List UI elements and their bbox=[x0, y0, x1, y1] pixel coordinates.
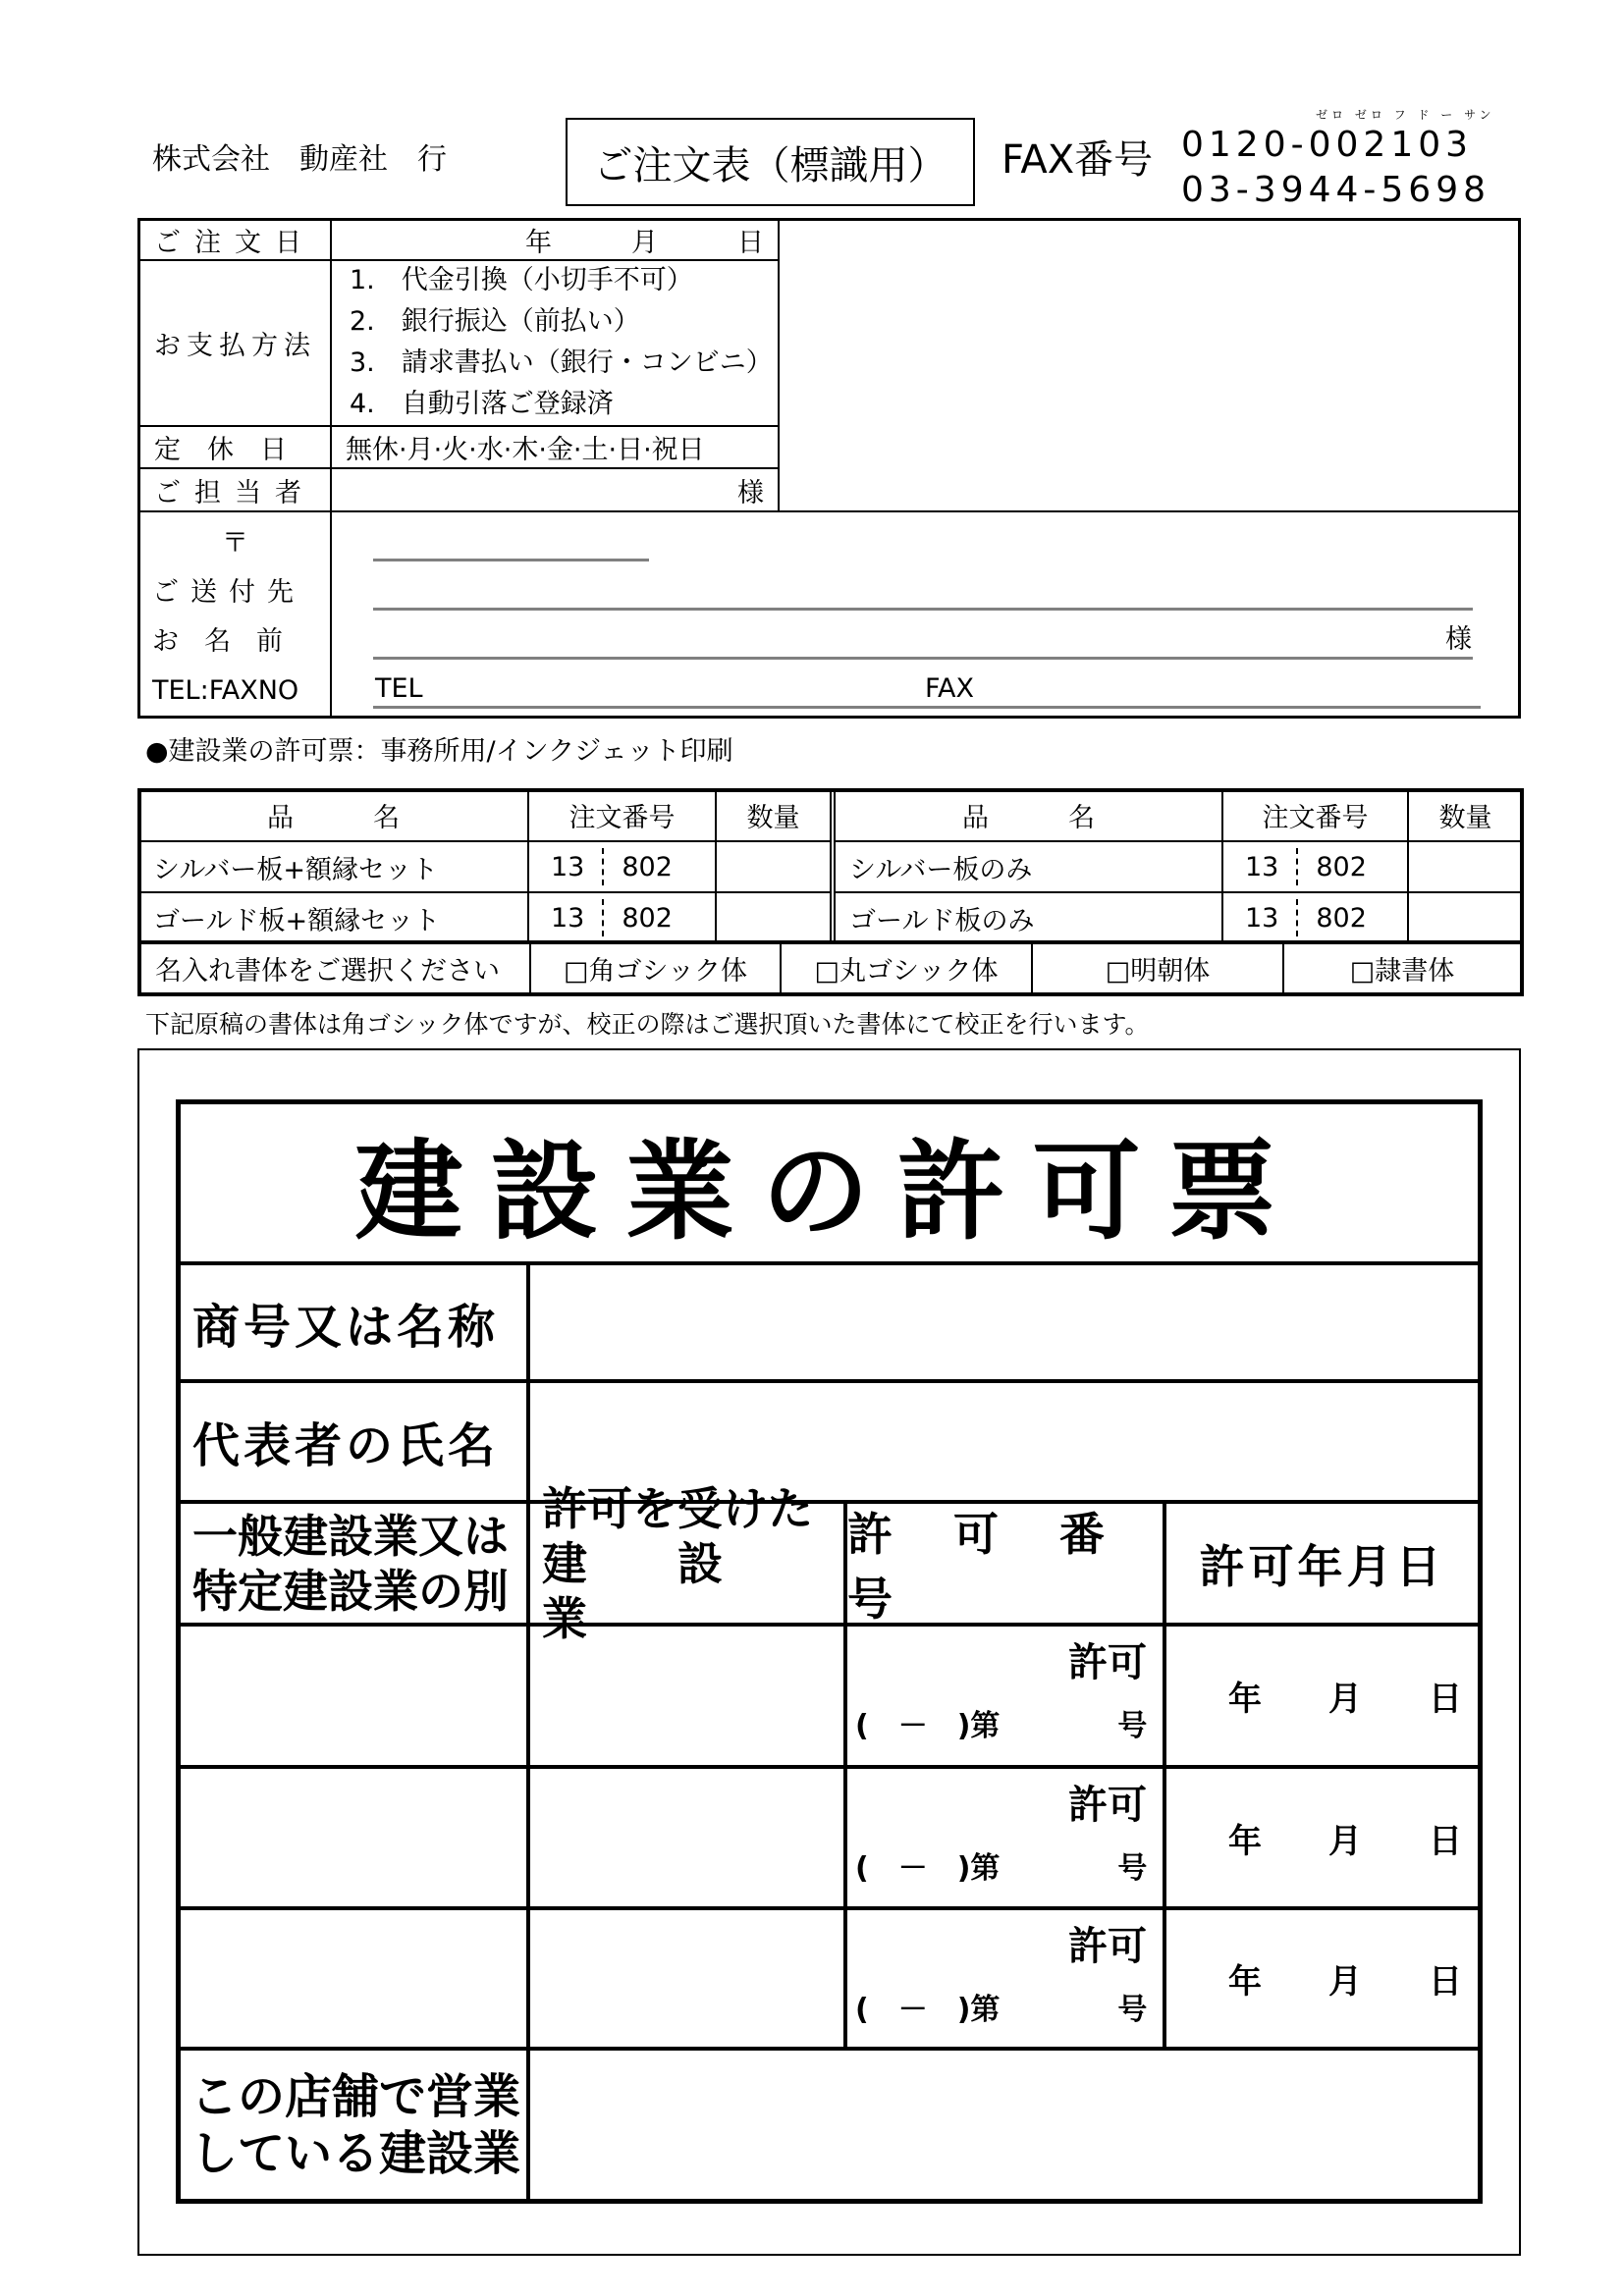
addressee: 株式会社 動産社 行 bbox=[152, 142, 447, 177]
header-line: 建 設 業 bbox=[542, 1536, 813, 1645]
licensed-business-field[interactable] bbox=[527, 1766, 846, 1909]
payment-label: お支払方法 bbox=[137, 259, 332, 427]
trade-name-label: 商号又は名称 bbox=[176, 1262, 529, 1382]
payment-option[interactable]: 1. 代金引換（小切手不可） bbox=[350, 265, 693, 295]
fax-number: 03-3944-5698 bbox=[1181, 170, 1491, 210]
license-type-header bbox=[176, 1501, 529, 1626]
shipping-section bbox=[137, 510, 1521, 719]
col-header-code: 注文番号 bbox=[1221, 788, 1409, 842]
permit-number-text: ( － )第 号 bbox=[855, 1851, 1148, 1886]
font-option-maru-gothic[interactable]: □丸ゴシック体 bbox=[780, 940, 1033, 996]
name-input[interactable] bbox=[373, 657, 1473, 660]
code-suffix: 802 bbox=[1316, 851, 1367, 882]
license-type-field[interactable] bbox=[176, 1766, 529, 1909]
form-title: ご注文表（標識用） bbox=[566, 118, 975, 206]
permit-number-field[interactable] bbox=[844, 1907, 1165, 2050]
contact-field[interactable]: 様 bbox=[330, 467, 780, 512]
quantity-input[interactable] bbox=[715, 891, 832, 944]
font-note: 下記原稿の書体は角ゴシック体ですが、校正の際はご選択頂いた書体にて校正を行います。 bbox=[145, 1010, 1150, 1039]
name-label: お名前 bbox=[152, 626, 308, 657]
code-prefix: 13 bbox=[1245, 902, 1279, 934]
permit-number-field[interactable] bbox=[844, 1766, 1165, 1909]
payment-option[interactable]: 4. 自動引落ご登録済 bbox=[350, 389, 614, 419]
col-header-qty: 数量 bbox=[715, 788, 832, 842]
permit-number-header: 許 可 番 号 bbox=[844, 1501, 1165, 1626]
holiday-options[interactable]: 無休·月·火·水·木·金·土·日·祝日 bbox=[330, 425, 780, 469]
sign-title: 建設業の許可票 bbox=[176, 1099, 1483, 1264]
font-option-mincho[interactable]: □明朝体 bbox=[1031, 940, 1284, 996]
code-prefix: 13 bbox=[551, 902, 585, 934]
font-select-label: 名入れ書体をご選択ください bbox=[137, 940, 531, 996]
header-line: 特定建設業の別 bbox=[192, 1564, 509, 1618]
trade-name-field[interactable] bbox=[527, 1262, 1483, 1382]
fax-ruby: ゼロ ゼロ フ ド ー サン bbox=[1316, 108, 1495, 122]
product-name: シルバー板+額縁セット bbox=[137, 840, 529, 893]
permit-date-field[interactable]: 年 月 日 bbox=[1164, 1766, 1483, 1909]
name-honorific: 様 bbox=[1445, 624, 1472, 655]
code-prefix: 13 bbox=[1245, 851, 1279, 882]
code-divider bbox=[1296, 848, 1298, 885]
order-date-field[interactable]: 年 月 日 bbox=[330, 218, 780, 261]
business-label bbox=[176, 2048, 529, 2204]
order-code bbox=[527, 891, 717, 944]
code-divider bbox=[1296, 899, 1298, 936]
label-line: この店舗で営業 bbox=[190, 2068, 521, 2124]
divider bbox=[330, 510, 332, 719]
business-field[interactable] bbox=[527, 2048, 1483, 2204]
license-type-field[interactable] bbox=[176, 1624, 529, 1768]
fax-free-number: 0120-002103 bbox=[1181, 125, 1474, 165]
code-divider bbox=[602, 848, 604, 885]
permit-number-text: ( － )第 号 bbox=[855, 1993, 1148, 2027]
tel-label: TEL bbox=[375, 673, 423, 704]
product-name: ゴールド板のみ bbox=[834, 891, 1223, 944]
font-option-kaku-gothic[interactable]: □角ゴシック体 bbox=[529, 940, 782, 996]
licensed-business-header bbox=[527, 1481, 846, 1645]
license-type-field[interactable] bbox=[176, 1907, 529, 2050]
permit-date-header: 許可年月日 bbox=[1164, 1501, 1483, 1626]
quantity-input[interactable] bbox=[715, 840, 832, 893]
order-code bbox=[527, 840, 717, 893]
permit-number-field[interactable] bbox=[844, 1624, 1165, 1768]
payment-option[interactable]: 2. 銀行振込（前払い） bbox=[350, 306, 640, 337]
telfax-label: TEL:FAXNO bbox=[152, 675, 299, 706]
code-suffix: 802 bbox=[622, 902, 673, 934]
quantity-input[interactable] bbox=[1407, 891, 1524, 944]
product-name: シルバー板のみ bbox=[834, 840, 1223, 893]
contact-label: ご担当者 bbox=[137, 467, 332, 512]
col-header-code: 注文番号 bbox=[527, 788, 717, 842]
code-prefix: 13 bbox=[551, 851, 585, 882]
licensed-business-field[interactable] bbox=[527, 1907, 846, 2050]
holiday-label: 定 休 日 bbox=[137, 425, 332, 469]
tel-fax-input[interactable] bbox=[373, 706, 1481, 709]
order-code bbox=[1221, 891, 1409, 944]
header-line: 一般建設業又は bbox=[192, 1509, 509, 1563]
col-header-name: 品 名 bbox=[137, 788, 529, 842]
permit-date-field[interactable]: 年 月 日 bbox=[1164, 1624, 1483, 1768]
fax-label: FAX番号 bbox=[1001, 137, 1154, 183]
postal-code-input[interactable] bbox=[373, 559, 649, 561]
payment-option[interactable]: 3. 請求書払い（銀行・コンビニ） bbox=[350, 347, 773, 378]
code-suffix: 802 bbox=[622, 851, 673, 882]
font-option-reisho[interactable]: □隷書体 bbox=[1282, 940, 1524, 996]
code-divider bbox=[602, 899, 604, 936]
code-suffix: 802 bbox=[1316, 902, 1367, 934]
product-heading: ●建設業の許可票：事務所用/インクジェット印刷 bbox=[145, 736, 733, 767]
permit-word: 許可 bbox=[1068, 1783, 1147, 1828]
header-line: 許可を受けた bbox=[542, 1481, 813, 1535]
label-line: している建設業 bbox=[190, 2125, 521, 2181]
licensed-business-field[interactable] bbox=[527, 1624, 846, 1768]
product-name: ゴールド板+額縁セット bbox=[137, 891, 529, 944]
permit-word: 許可 bbox=[1068, 1924, 1147, 1969]
fax-field-label: FAX bbox=[925, 673, 975, 704]
order-code bbox=[1221, 840, 1409, 893]
postal-mark: 〒 bbox=[222, 528, 248, 559]
representative-label: 代表者の氏名 bbox=[176, 1380, 529, 1503]
quantity-input[interactable] bbox=[1407, 840, 1524, 893]
ship-to-label: ご送付先 bbox=[152, 577, 305, 608]
permit-date-field[interactable]: 年 月 日 bbox=[1164, 1907, 1483, 2050]
address-input[interactable] bbox=[373, 608, 1473, 611]
order-date-label: ご注文日 bbox=[137, 218, 332, 261]
permit-number-text: ( － )第 号 bbox=[855, 1709, 1148, 1743]
col-header-name: 品 名 bbox=[834, 788, 1223, 842]
permit-word: 許可 bbox=[1068, 1640, 1147, 1685]
col-header-qty: 数量 bbox=[1407, 788, 1524, 842]
